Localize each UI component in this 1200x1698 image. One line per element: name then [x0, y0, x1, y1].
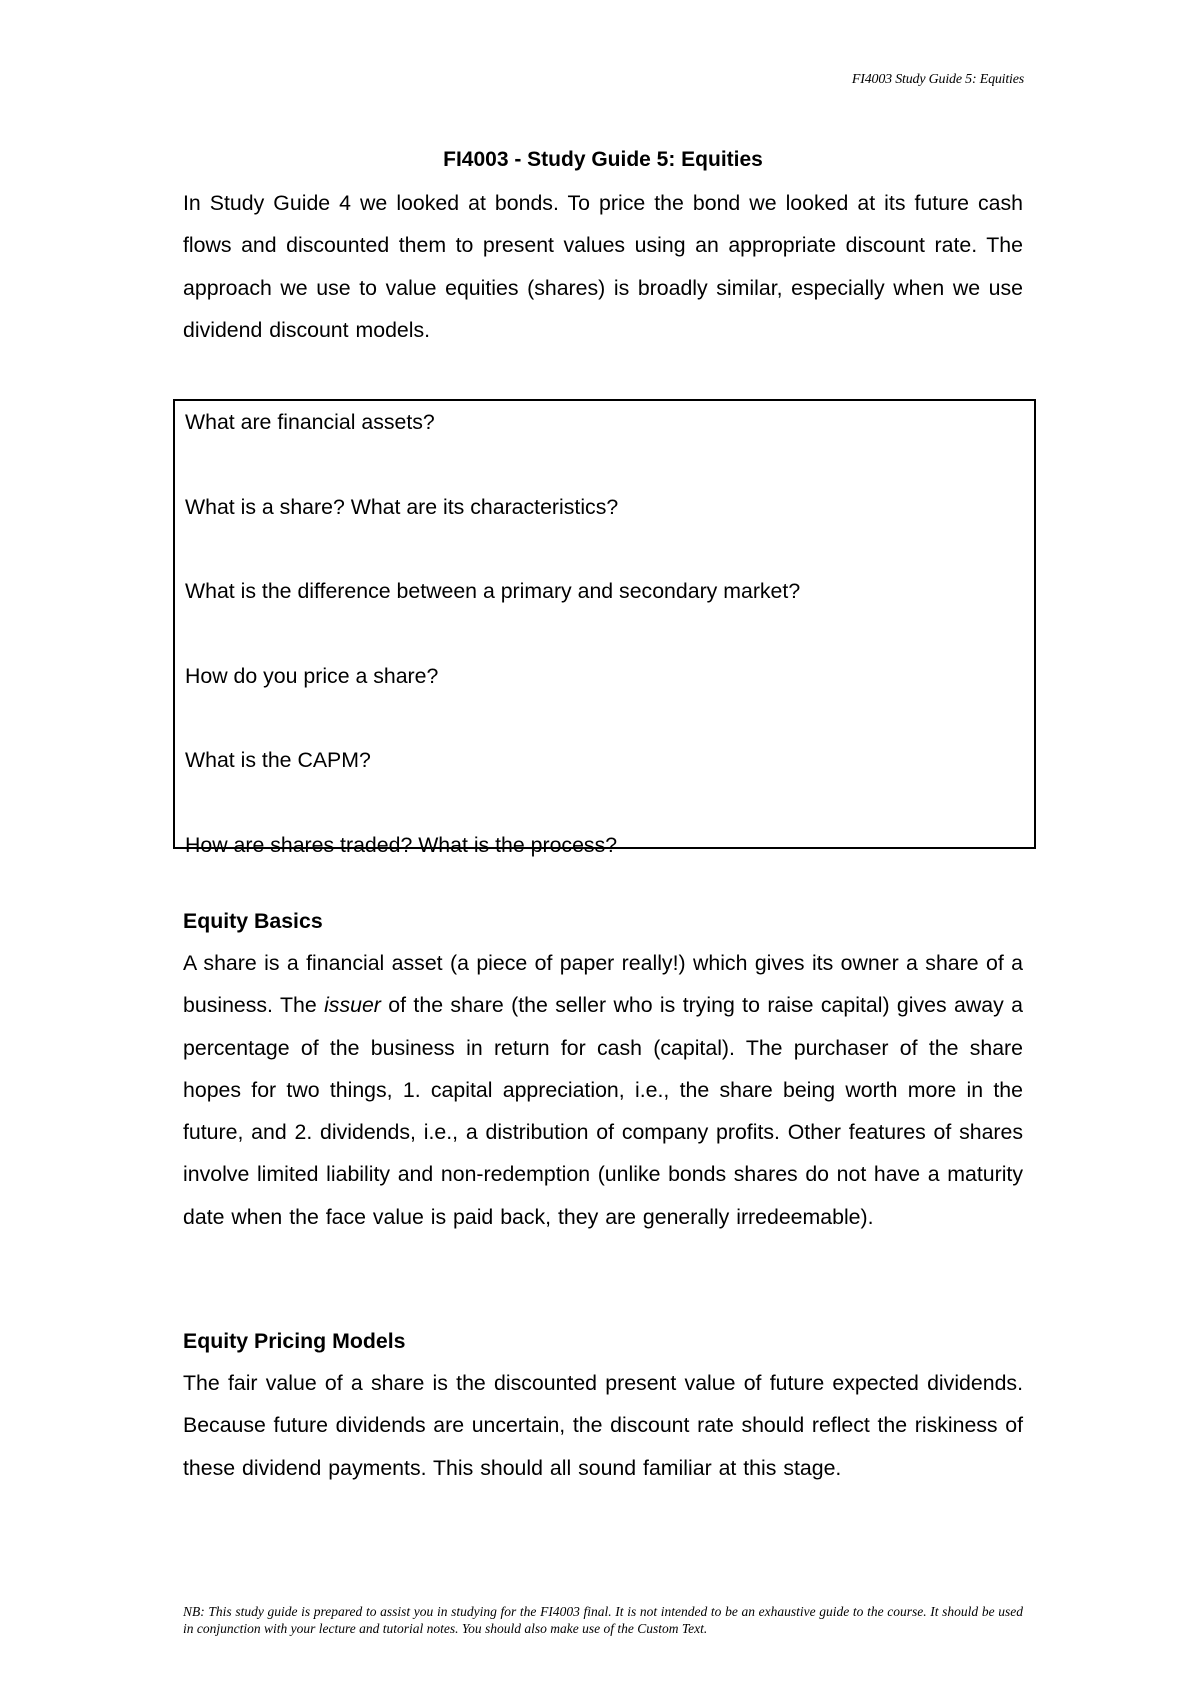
page-title: FI4003 - Study Guide 5: Equities — [443, 148, 763, 171]
issuer-term: issuer — [324, 993, 381, 1018]
equity-basics-heading: Equity Basics — [183, 909, 323, 933]
equity-pricing-heading: Equity Pricing Models — [183, 1329, 406, 1353]
equity-basics-text-before: A share is a financial asset (a piece of paper really!) which gives its owner a share of a business. The — [183, 951, 1023, 1018]
equity-basics-text-after: of the share (the seller who is trying to raise capital) gives away a percentage of the business in return for cash (capital). The purchaser of the share hopes for two things, 1. capital appreciation, i.e., the share being worth more in the future, and 2. dividends, i.e., a distribution of company profits. Other features of shares involve limited liability and non-redemption (unlike bonds shares do not have a maturity date when the face value is paid back, they are generally irredeemable). — [183, 993, 1023, 1229]
running-header: FI4003 Study Guide 5: Equities — [851, 72, 1024, 87]
questions-list — [175, 401, 1034, 908]
equity-basics-paragraph — [183, 942, 1023, 1238]
footer-note: NB: This study guide is prepared to assist you in studying for the FI4003 final. It is not intended to be an exhaustive guide to the course. It should be used in conjunction with your lecture and tutorial notes. You should also make use of the Custom Text. — [183, 1604, 1023, 1636]
question-item: What are financial assets? — [185, 410, 435, 434]
equity-basics-section — [183, 900, 1023, 1238]
question-item: What is the difference between a primary and secondary market? — [185, 579, 801, 603]
question-item: What is a share? What are its characteristics? — [185, 494, 619, 519]
question-item: How do you price a share? — [185, 663, 439, 688]
questions-box — [173, 399, 1036, 857]
equity-pricing-paragraph: The fair value of a share is the discounted present value of future expected dividends. Because future dividends are uncertain, the discount rate should reflect the riskiness of these dividend payments. This should all sound familiar at this stage. — [183, 1371, 1023, 1480]
intro-section — [183, 144, 1023, 351]
intro-paragraph: In Study Guide 4 we looked at bonds. To price the bond we looked at its future cash flows and discounted them to present values using an appropriate discount rate. The approach we use to value equities (shares) is broadly similar, especially when we use dividend discount models. — [183, 191, 1023, 342]
question-item: What is the CAPM? — [185, 748, 371, 772]
equity-pricing-section — [183, 1320, 1023, 1489]
question-item: How are shares traded? What is the process? — [185, 832, 618, 857]
